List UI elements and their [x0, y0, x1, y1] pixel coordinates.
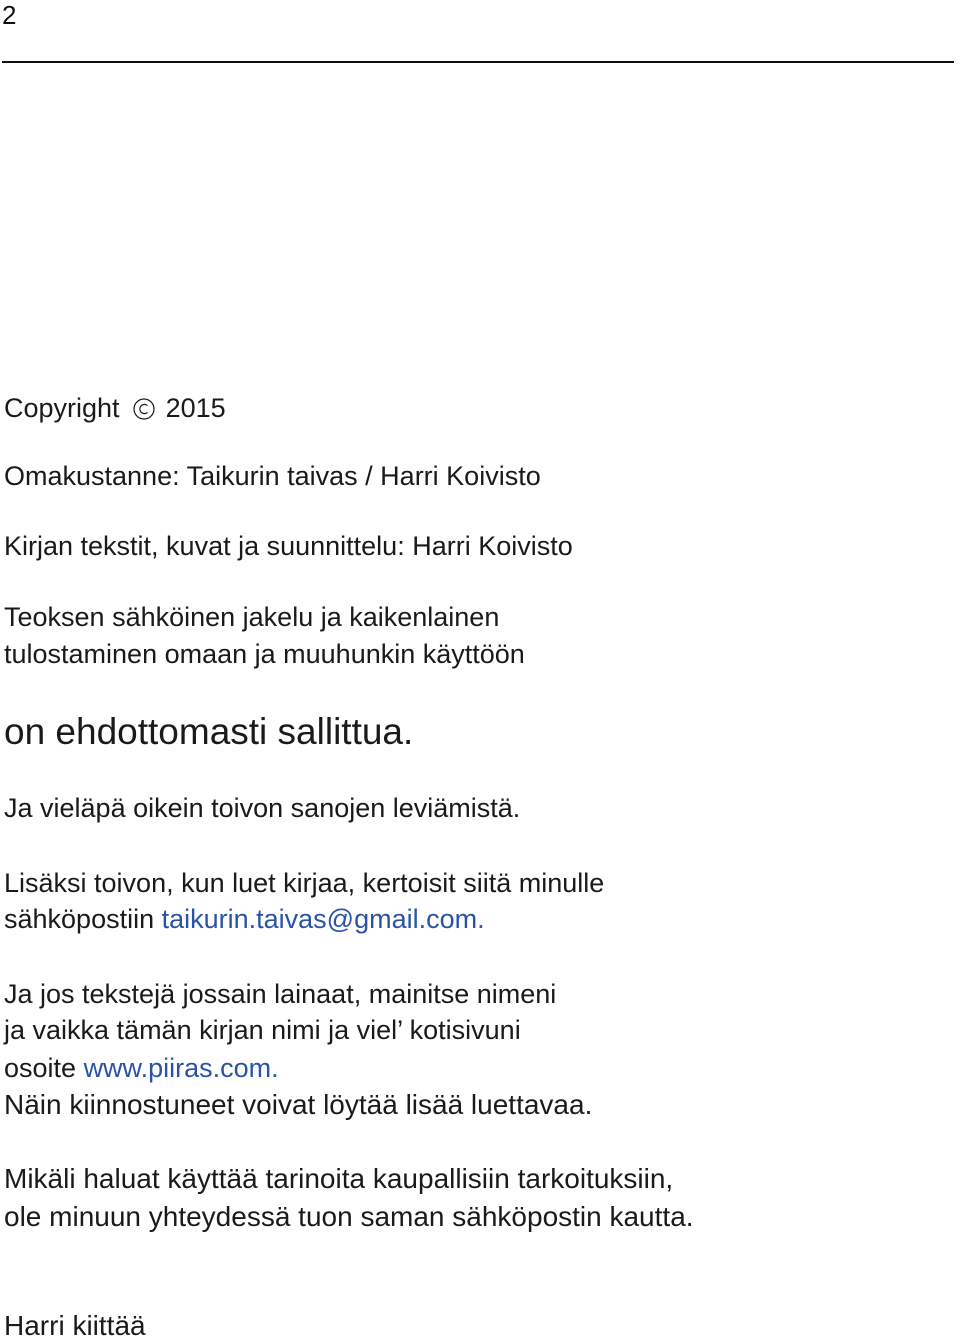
copyright-icon [130, 398, 158, 420]
website-link[interactable]: www.piiras.com. [83, 1053, 279, 1083]
distribution-line-2: tulostaminen omaan ja muuhunkin käyttöön [4, 639, 525, 669]
quote-line-2: ja vaikka tämän kirjan nimi ja viel’ kotisivuni [4, 1015, 521, 1045]
feedback-line-2 [4, 903, 485, 935]
page-number: 2 [2, 0, 17, 30]
feedback-line-2-prefix: sähköpostiin [4, 904, 162, 934]
hope-spread-line: Ja vieläpä oikein toivon sanojen leviämistä. [4, 793, 521, 823]
quote-line-1: Ja jos tekstejä jossain lainaat, mainitse nimeni [4, 979, 557, 1009]
quote-line-3 [4, 1052, 279, 1084]
quote-line-4: Näin kiinnostuneet voivat löytää lisää luettavaa. [4, 1089, 593, 1120]
email-link[interactable]: taikurin.taivas@gmail.com. [161, 904, 485, 934]
signoff: Harri kiittää [4, 1310, 146, 1341]
commercial-line-2: ole minuun yhteydessä tuon saman sähköpostin kautta. [4, 1201, 694, 1232]
quote-line-3-prefix: osoite [4, 1053, 84, 1083]
header-rule [2, 61, 954, 63]
commercial-line-1: Mikäli haluat käyttää tarinoita kaupallisiin tarkoituksiin, [4, 1163, 674, 1194]
copyright-year: 2015 [165, 393, 226, 423]
distribution-line-1: Teoksen sähköinen jakelu ja kaikenlainen [4, 602, 500, 632]
copyright-label: Copyright [4, 393, 120, 423]
allowed-line: on ehdottomasti sallittua. [4, 711, 414, 752]
copyright-line [4, 392, 226, 424]
feedback-line-1: Lisäksi toivon, kun luet kirjaa, kertoisit siitä minulle [4, 868, 605, 898]
credits-line: Kirjan tekstit, kuvat ja suunnittelu: Harri Koivisto [4, 531, 573, 561]
publisher-line: Omakustanne: Taikurin taivas / Harri Koivisto [4, 461, 541, 491]
